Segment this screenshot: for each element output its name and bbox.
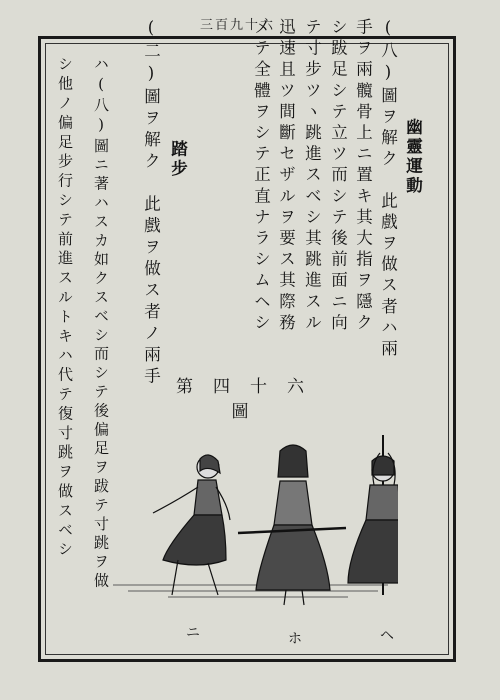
section-heading-stepping: 踏步: [168, 140, 188, 179]
text-column-6: 迅速且ツ間斷セザルヲ要ス其際務: [276, 18, 296, 335]
ground-hatching: [113, 585, 388, 597]
text-column-3: 手ヲ兩髖骨上ニ置キ其大指ヲ隱ク: [353, 18, 373, 335]
text-column-2: (八)圖ヲ解ク 此戲ヲ做ス者ハ兩: [378, 18, 398, 361]
girl-figure-he: [348, 435, 398, 595]
section-heading-ghost-exercise: 幽靈運動: [403, 118, 423, 196]
page-number: 三百九十六: [200, 18, 276, 33]
text-column-5: テ寸步ツヽ跳進スベシ其跳進スル: [302, 18, 322, 335]
illustration-three-girls: [108, 395, 398, 610]
girl-figure-ho: [238, 445, 346, 605]
text-column-9: (二)圖ヲ解ク 此戲ヲ做ス者ノ兩手: [141, 18, 161, 389]
text-column-4: シ跋足シテ立ツ而シテ後前面ニ向: [328, 18, 348, 335]
figure-label-ni: ニ: [186, 625, 200, 641]
text-column-7: メテ全體ヲシテ正直ナラシムヘシ: [251, 18, 271, 335]
figure-label-ho: ホ: [288, 631, 302, 647]
figure-label-he: ヘ: [380, 628, 394, 644]
text-column-11: シ他ノ偏足步行シテ前進スルトキハ代テ復寸跳ヲ做スベシ: [56, 56, 74, 561]
text-column-10: ハ(八)圖ニ著ハスカ如クスベシ而シテ後偏足ヲ跋テ寸跳ヲ做: [92, 56, 110, 592]
figure-caption: 第四十六圖: [176, 377, 324, 422]
girl-figure-ni: [153, 455, 230, 595]
